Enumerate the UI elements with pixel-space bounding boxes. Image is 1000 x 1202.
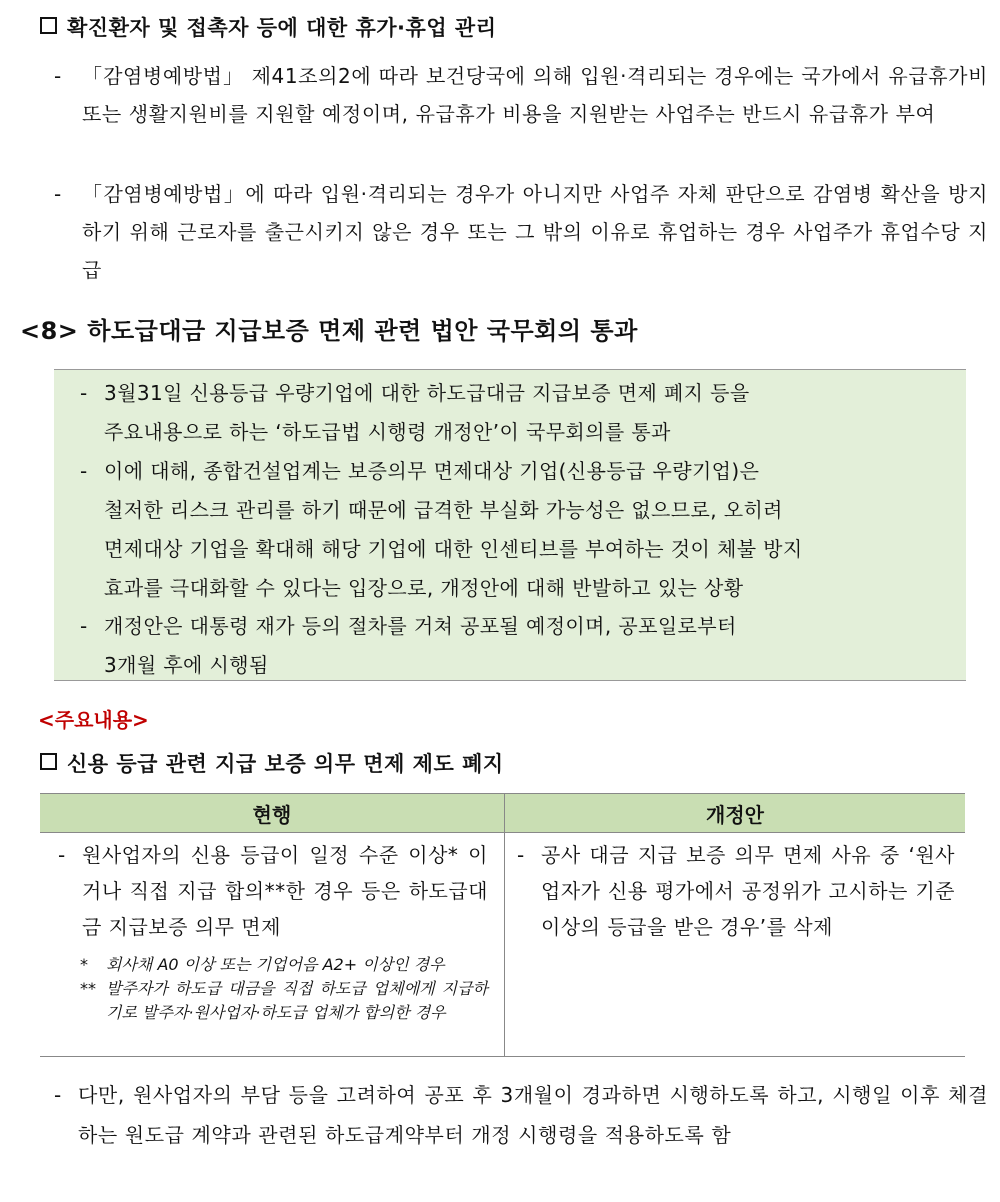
current-text: 원사업자의 신용 등급이 일정 수준 이상* 이거나 직접 지급 합의**한 경우 등은 하도급대금 지급보증 의무 면제	[82, 843, 488, 939]
column-header-revised: 개정안	[505, 794, 966, 833]
table-header-row	[40, 794, 965, 833]
summary-item	[80, 374, 952, 452]
dash-bullet: -	[54, 64, 62, 88]
summary-line: 개정안은 대통령 재가 등의 절차를 거쳐 공포될 예정이며, 공포일로부터	[104, 614, 737, 638]
subsection-title-text: 신용 등급 관련 지급 보증 의무 면제 제도 폐지	[67, 752, 504, 776]
revised-text: 공사 대금 지급 보증 의무 면제 사유 중 ‘원사업자가 신용 평가에서 공정위가 고시하는 기준 이상의 등급을 받은 경우’를 삭제	[541, 843, 955, 939]
table-row	[40, 833, 965, 1057]
section-title	[40, 12, 497, 42]
footnote	[58, 953, 488, 977]
dash-bullet: -	[58, 843, 66, 867]
summary-line: 효과를 극대화할 수 있다는 입장으로, 개정안에 대해 반발하고 있는 상황	[104, 576, 744, 600]
dash-bullet: -	[517, 843, 525, 867]
main-content-label: <주요내용>	[38, 708, 149, 732]
footnote	[58, 977, 488, 1025]
summary-line: 주요내용으로 하는 ‘하도급법 시행령 개정안’이 국무회의를 통과	[104, 420, 671, 444]
dash-bullet: -	[80, 459, 88, 483]
current-text-block	[58, 837, 488, 945]
summary-item	[80, 607, 952, 685]
summary-line: 면제대상 기업을 확대해 해당 기업에 대한 인센티브를 부여하는 것이 체불 방지	[104, 537, 803, 561]
footnotes	[58, 953, 488, 1025]
summary-line: 철저한 리스크 관리를 하기 때문에 급격한 부실화 가능성은 없으므로, 오히려	[104, 498, 783, 522]
revised-cell	[505, 833, 966, 1057]
subsection-title	[40, 748, 504, 778]
list-item-text: 「감염병예방법」 제41조의2에 따라 보건당국에 의해 입원·격리되는 경우에는 국가에서 유급휴가비 또는 생활지원비를 지원할 예정이며, 유급휴가 비용을 지원받는 사업주는 반드시 유급휴가 부여	[82, 64, 988, 126]
dash-bullet: -	[80, 614, 88, 638]
revised-text-block	[517, 837, 955, 945]
section-heading: <8> 하도급대금 지급보증 면제 관련 법안 국무회의 통과	[20, 317, 638, 345]
list-item	[54, 57, 988, 133]
section-title-text: 확진환자 및 접촉자 등에 대한 휴가·휴업 관리	[67, 16, 497, 40]
comparison-table	[40, 793, 965, 1057]
summary-line: 3개월 후에 시행됨	[104, 653, 269, 677]
closing-note	[54, 1075, 988, 1155]
summary-item	[80, 452, 952, 608]
closing-note-text: 다만, 원사업자의 부담 등을 고려하여 공포 후 3개월이 경과하면 시행하도록 하고, 시행일 이후 체결하는 원도급 계약과 관련된 하도급계약부터 개정 시행령을 적용하도록 함	[78, 1083, 988, 1147]
footnote-mark: **	[80, 979, 96, 998]
list-item-text: 「감염병예방법」에 따라 입원·격리되는 경우가 아니지만 사업주 자체 판단으로 감염병 확산을 방지하기 위해 근로자를 출근시키지 않은 경우 또는 그 밖의 이유로 휴업하는 경우 사업주가 휴업수당 지급	[82, 182, 988, 282]
summary-line: 3월31일 신용등급 우량기업에 대한 하도급대금 지급보증 면제 폐지 등을	[104, 381, 750, 405]
footnote-text: 회사채 A0 이상 또는 기업어음 A2+ 이상인 경우	[106, 955, 445, 974]
checkbox-square-icon	[40, 753, 57, 770]
checkbox-square-icon	[40, 17, 57, 34]
summary-box	[54, 369, 966, 681]
column-header-current: 현행	[40, 794, 505, 833]
dash-bullet: -	[54, 182, 62, 206]
footnote-mark: *	[80, 955, 88, 974]
current-cell	[40, 833, 505, 1057]
dash-bullet: -	[54, 1083, 62, 1107]
dash-bullet: -	[80, 381, 88, 405]
footnote-text: 발주자가 하도급 대금을 직접 하도급 업체에게 지급하기로 발주자·원사업자·하도급 업체가 합의한 경우	[106, 979, 488, 1022]
summary-line: 이에 대해, 종합건설업계는 보증의무 면제대상 기업(신용등급 우량기업)은	[104, 459, 760, 483]
list-item	[54, 175, 988, 289]
